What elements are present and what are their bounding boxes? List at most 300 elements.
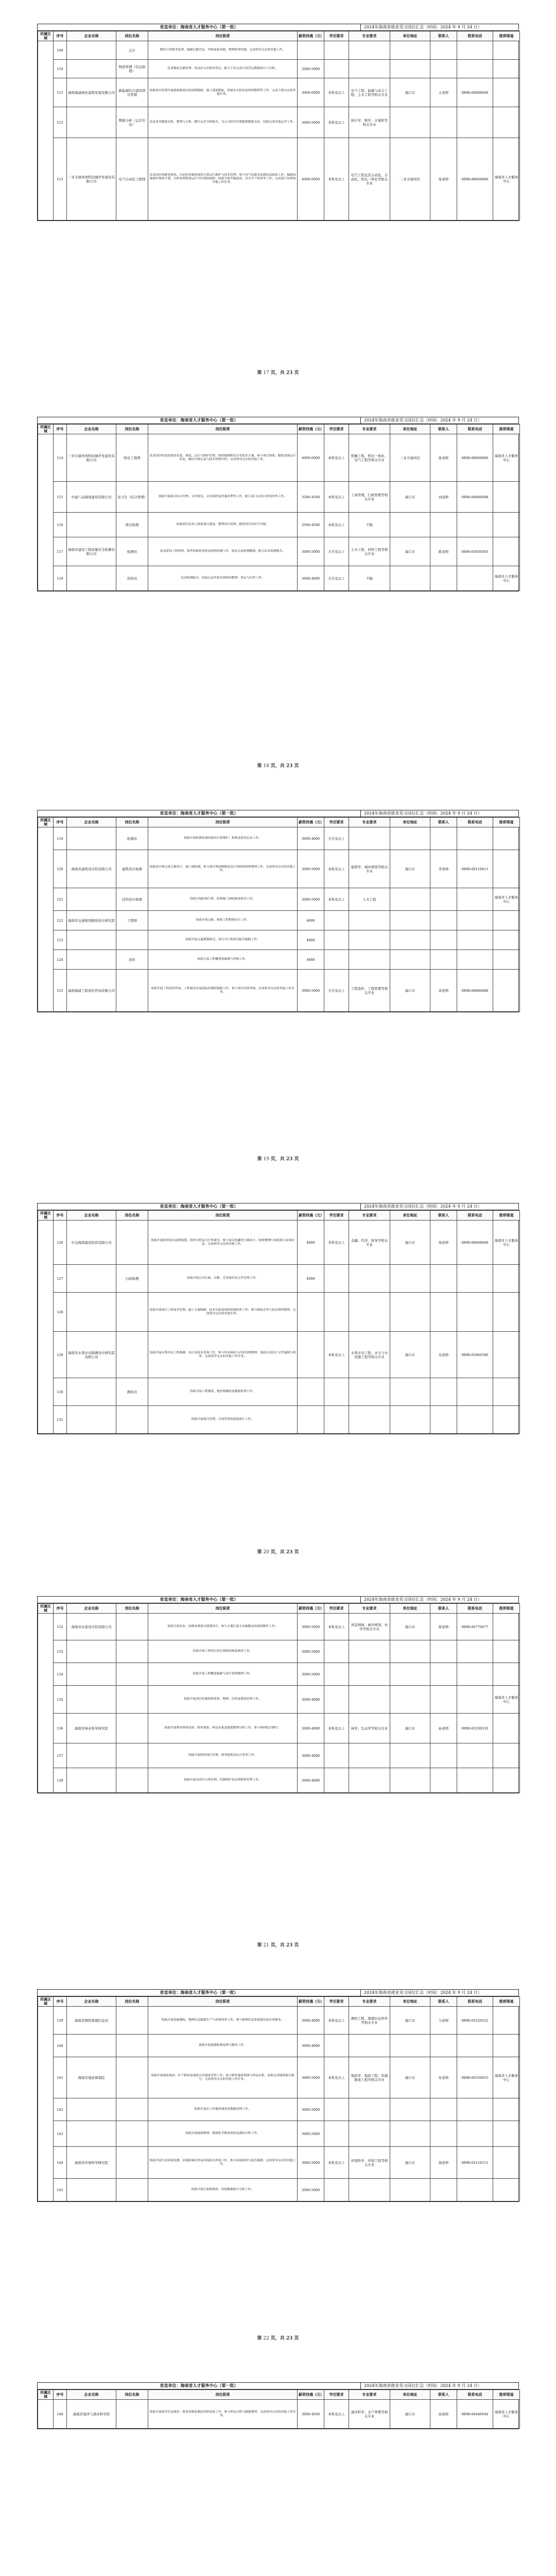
cell-company — [67, 1640, 116, 1663]
cell-contact — [430, 1743, 457, 1768]
cell-post — [116, 1221, 148, 1265]
cell-channel: 海南省人才服务中心 — [493, 138, 520, 221]
cell-channel — [493, 850, 520, 888]
cell-phone: 0898-66116611 — [457, 850, 493, 888]
cell-edu — [324, 1378, 349, 1406]
cell-phone: 0898-65116511 — [457, 2147, 493, 2179]
cell-major — [349, 60, 390, 78]
cell-duty: 协助开展实验室日常管理、仪器维护及试剂耗材管理工作。 — [148, 1768, 298, 1793]
cell-salary: 3000-4000 — [298, 1686, 324, 1714]
cell-salary: 4000 — [298, 1265, 324, 1293]
cell-edu: 本科及以上 — [324, 1221, 349, 1265]
column-header: 学历要求 — [324, 2390, 349, 2400]
cell-edu — [324, 930, 349, 950]
column-header: 推荐渠道 — [493, 818, 520, 827]
table-row — [38, 537, 520, 566]
cell-duty: 协助开展公司行政、后勤、会务接待及文件管理工作。 — [148, 1265, 298, 1293]
cell-duty: 协助开展基础测绘、地理信息数据生产与质量检查工作，参与地理信息系统建设及应用服务。 — [148, 2007, 298, 2035]
cell-contact — [430, 930, 457, 950]
cell-salary: 3000-4000 — [298, 566, 324, 591]
cell-salary: 3000-5000 — [298, 2179, 324, 2201]
cell-contact: 王老师 — [430, 78, 457, 107]
recruitment-table — [38, 817, 520, 1012]
column-header: 企业名称 — [67, 425, 116, 434]
cell-major: 建筑学、城乡规划等相关专业 — [349, 850, 390, 888]
cell-seq: 127 — [54, 1265, 67, 1293]
cell-contact: 李老师 — [430, 850, 457, 888]
cell-edu — [324, 41, 349, 60]
recruitment-table — [38, 1996, 520, 2201]
cell-address — [390, 2179, 430, 2201]
table-row — [38, 566, 520, 591]
cell-address — [390, 41, 430, 60]
cell-salary: 3000-4000 — [298, 1714, 324, 1743]
cell-address — [390, 1743, 430, 1768]
cell-duty: 协助开展工程概算编制与设计资料整理工作。 — [148, 1663, 298, 1686]
header-date: 2024年海南省就业见习岗位汇总（时间：2024 年 9 月 24 日） — [360, 1597, 518, 1603]
cell-salary: 3000-4000 — [298, 1768, 324, 1793]
cell-channel — [493, 930, 520, 950]
cell-company — [67, 1265, 116, 1293]
region-cell — [38, 2400, 54, 2429]
cell-edu: 本科及以上 — [324, 888, 349, 911]
column-header: 所属区域 — [38, 425, 54, 434]
cell-edu: 本科及以上 — [324, 1332, 349, 1378]
cell-edu: 本科及以上 — [324, 2400, 349, 2429]
cell-seq: 118 — [54, 566, 67, 591]
cell-contact — [430, 1686, 457, 1714]
cell-phone: 0898-68886888 — [457, 970, 493, 1012]
cell-edu: 本科及以上 — [324, 2007, 349, 2035]
cell-contact: 马老师 — [430, 2007, 457, 2035]
cell-contact: 郑老师 — [430, 1614, 457, 1640]
column-header: 企业名称 — [67, 31, 116, 41]
header-date: 2024年海南省就业见习岗位汇总（时间：2024 年 9 月 24 日） — [360, 810, 518, 817]
page-21 — [0, 1572, 556, 1965]
cell-seq: 136 — [54, 1714, 67, 1743]
cell-duty: 协助开展地球物理、地球化学勘查及样品测试分析工作。 — [148, 2121, 298, 2147]
cell-contact — [430, 107, 457, 138]
cell-channel — [493, 2098, 520, 2121]
cell-phone — [457, 1293, 493, 1332]
cell-post — [116, 1743, 148, 1768]
cell-duty: 协助开展地质调查、矿产勘查及地质灾害调查评价工作；参与野外地质填图与样品采集，协助完成地质报告编写，完成领导交办的其他工作任务。 — [148, 2057, 298, 2098]
column-header: 推荐渠道 — [493, 2390, 520, 2400]
cell-post — [116, 1768, 148, 1793]
cell-contact: 张老师 — [430, 434, 457, 482]
page-footer — [0, 762, 556, 769]
column-header: 联系人 — [430, 818, 457, 827]
cell-contact — [430, 1406, 457, 1434]
cell-phone: 0898-88668866 — [457, 138, 493, 221]
cell-major: 土木工程、材料工程等相关专业 — [349, 537, 390, 566]
table-row — [38, 78, 520, 107]
recruitment-table — [38, 1210, 520, 1434]
recruitment-table — [38, 1603, 520, 1793]
sheet-header — [38, 1990, 518, 1996]
cell-seq: 124 — [54, 950, 67, 970]
cell-seq: 111 — [54, 78, 67, 107]
cell-seq: 142 — [54, 2098, 67, 2121]
cell-salary: 3000-5000 — [298, 1663, 324, 1686]
footer-tail: 页，共 23 页 — [270, 1157, 299, 1162]
column-header: 联系人 — [430, 31, 457, 41]
cell-edu: 本科及以上 — [324, 850, 349, 888]
cell-channel: 海南省人才服务中心 — [493, 566, 520, 591]
cell-major — [349, 1768, 390, 1793]
column-header: 岗位名称 — [116, 2390, 148, 2400]
cell-phone — [457, 2179, 493, 2201]
cell-post — [116, 1640, 148, 1663]
cell-address — [390, 1293, 430, 1332]
cell-seq: 131 — [54, 1406, 67, 1434]
cell-seq: 121 — [54, 888, 67, 911]
cell-channel — [493, 2147, 520, 2179]
cell-channel — [493, 2035, 520, 2057]
column-header: 单位地址 — [390, 1604, 430, 1614]
cell-edu: 本科及以上 — [324, 107, 349, 138]
cell-salary: 3500-4500 — [298, 482, 324, 513]
column-header: 薪资待遇（元） — [298, 1604, 324, 1614]
cell-post — [116, 1714, 148, 1743]
cell-phone — [457, 911, 493, 930]
cell-channel — [493, 2007, 520, 2035]
cell-post — [116, 2147, 148, 2179]
cell-phone: 0898-66446644 — [457, 2400, 493, 2429]
cell-address — [390, 930, 430, 950]
column-header: 专业要求 — [349, 425, 390, 434]
cell-channel — [493, 1768, 520, 1793]
cell-post: 造价 — [116, 950, 148, 970]
footer-tail: 页，共 23 页 — [270, 2336, 299, 2341]
cell-phone — [457, 41, 493, 60]
footer-tail: 页，共 23 页 — [270, 1550, 299, 1555]
cell-salary: 3000-5000 — [298, 537, 324, 566]
column-header: 所属区域 — [38, 818, 54, 827]
column-header: 单位地址 — [390, 818, 430, 827]
cell-edu: 大专及以上 — [324, 537, 349, 566]
cell-post: 检测员 — [116, 827, 148, 850]
cell-salary: 3500-4500 — [298, 513, 324, 537]
cell-channel — [493, 537, 520, 566]
cell-contact — [430, 2179, 457, 2201]
cell-company — [67, 2098, 116, 2121]
column-header: 岗位职责 — [148, 1997, 298, 2007]
cell-salary: 3000-5000 — [298, 2098, 324, 2121]
cell-address — [390, 827, 430, 850]
cell-duty: 负责园区机电设备的安装、调试、运行与维护管理，组织编制机电专业技术方案，参与项目验收；跟踪设备运行状态，做好台账记录与技术资料归档，完成领导交办的其他工作。 — [148, 434, 298, 482]
cell-phone — [457, 1686, 493, 1714]
cell-duty: 协助项目经理开展新能源项目的前期调研、施工进度跟踪、质量安全检查及资料整理等工作；完成上级交办的其他任务。 — [148, 78, 298, 107]
region-cell — [38, 434, 54, 591]
column-header: 序号 — [54, 425, 67, 434]
cell-phone: 0898-65656565 — [457, 537, 493, 566]
cell-duty: 协助开展工程项目设计图纸绘制及修改工作。 — [148, 1640, 298, 1663]
table-row — [38, 434, 520, 482]
column-header: 岗位名称 — [116, 1211, 148, 1221]
column-header: 联系电话 — [457, 818, 493, 827]
column-header: 联系人 — [430, 1211, 457, 1221]
cell-phone — [457, 1265, 493, 1293]
cell-major: 工程造价、工程管理等相关专业 — [349, 970, 390, 1012]
cell-salary: 4000 — [298, 1221, 324, 1265]
region-cell — [38, 41, 54, 221]
table-row — [38, 1714, 520, 1743]
column-header: 单位地址 — [390, 1997, 430, 2007]
cell-contact — [430, 60, 457, 78]
cell-salary: 3000-4000 — [298, 2007, 324, 2035]
region-cell — [38, 2007, 54, 2201]
cell-company: 海南省建筑设计院有限公司 — [67, 850, 116, 888]
cell-post — [116, 930, 148, 950]
column-header: 岗位名称 — [116, 31, 148, 41]
page-footer — [0, 369, 556, 376]
table-row — [38, 888, 520, 911]
table-header-row — [38, 1211, 520, 1221]
cell-company — [67, 2179, 116, 2201]
cell-duty: 协助开展水利水电工程勘测、设计及技术咨询工作，参与外业调查与内业资料整理；协助完成设计文件编制与校审，完成领导交办的其他工作任务。 — [148, 1332, 298, 1378]
cell-major: 林学、生态学等相关专业 — [349, 1714, 390, 1743]
cell-company: 三亚市崖州湾科技城开发建设有限公司 — [67, 138, 116, 221]
page-sheet — [37, 2382, 519, 2429]
cell-edu — [324, 2035, 349, 2057]
cell-salary: 4000 — [298, 930, 324, 950]
cell-contact — [430, 1663, 457, 1686]
cell-contact — [430, 2098, 457, 2121]
cell-post — [116, 1406, 148, 1434]
page-number: 21 — [263, 1943, 269, 1948]
table-row — [38, 930, 520, 950]
table-row — [38, 2121, 520, 2147]
cell-post — [116, 1614, 148, 1640]
cell-edu — [324, 911, 349, 930]
cell-edu: 本科及以上 — [324, 1714, 349, 1743]
cell-address — [390, 1768, 430, 1793]
column-header: 所属区域 — [38, 1604, 54, 1614]
cell-post — [116, 2400, 148, 2429]
cell-company: 海南省测绘地理信息局 — [67, 2007, 116, 2035]
column-header: 学历要求 — [324, 818, 349, 827]
cell-address — [390, 1686, 430, 1714]
cell-company — [67, 60, 116, 78]
cell-address — [390, 1663, 430, 1686]
table-header-row — [38, 2390, 520, 2400]
cell-duty: 协助开展工程测量、地形图测绘及数据处理工作。 — [148, 1378, 298, 1406]
cell-contact: 陈老师 — [430, 537, 457, 566]
column-header: 岗位名称 — [116, 818, 148, 827]
table-row — [38, 60, 520, 78]
table-header-row — [38, 31, 520, 41]
cell-company — [67, 1743, 116, 1768]
cell-salary: 3000-5000 — [298, 2057, 324, 2098]
column-header: 联系人 — [430, 425, 457, 434]
cell-phone: 0898-65336533 — [457, 1714, 493, 1743]
cell-duty: 负责园区供配电系统、自动化控制系统的日常运行维护与技术管理；参与电气设备安装调试及验收工作；编制设备维护保养计划，分析处理系统运行中出现的故障；协助开展节能改造、安全生产检查等工作；完成部门安排的其他工作任务。 — [148, 138, 298, 221]
cell-post — [116, 2035, 148, 2057]
cell-post — [116, 1663, 148, 1686]
cell-seq: 126 — [54, 1221, 67, 1265]
cell-address — [390, 107, 430, 138]
cell-major — [349, 1378, 390, 1406]
column-header: 岗位职责 — [148, 1211, 298, 1221]
cell-major: 不限 — [349, 513, 390, 537]
column-header: 学历要求 — [324, 1211, 349, 1221]
cell-contact — [430, 888, 457, 911]
cell-address — [390, 911, 430, 930]
cell-address: 海口市 — [390, 970, 430, 1012]
cell-seq: 122 — [54, 911, 67, 930]
cell-company — [67, 1686, 116, 1714]
cell-company — [67, 950, 116, 970]
cell-channel — [493, 1378, 520, 1406]
cell-salary: 3000-5000 — [298, 1614, 324, 1640]
sheet-header — [38, 1597, 518, 1603]
cell-channel: 海南省人才服务中心 — [493, 434, 520, 482]
column-header: 所属区域 — [38, 31, 54, 41]
cell-contact — [430, 827, 457, 850]
cell-seq: 139 — [54, 2007, 67, 2035]
cell-edu: 本科及以上 — [324, 513, 349, 537]
cell-seq: 146 — [54, 2400, 67, 2429]
cell-edu — [324, 1743, 349, 1768]
page-sheet — [37, 1596, 519, 1793]
page-sheet — [37, 810, 519, 1012]
table-row — [38, 2007, 520, 2035]
cell-channel — [493, 1332, 520, 1378]
cell-phone — [457, 2121, 493, 2147]
table-row — [38, 1293, 520, 1332]
cell-edu — [324, 60, 349, 78]
table-row — [38, 950, 520, 970]
cell-contact — [430, 1640, 457, 1663]
cell-address — [390, 888, 430, 911]
footer-tail: 页，共 23 页 — [270, 764, 299, 769]
table-row — [38, 2035, 520, 2057]
sheet-header — [38, 810, 518, 817]
cell-address: 海口市 — [390, 1221, 430, 1265]
table-header-row — [38, 425, 520, 434]
cell-edu — [324, 1640, 349, 1663]
header-title: 省直单位：海南省人才服务中心（第一批） — [160, 810, 238, 816]
table-header-row — [38, 1604, 520, 1614]
column-header: 序号 — [54, 1211, 67, 1221]
cell-company: 海南省农垦设计院有限公司 — [67, 1614, 116, 1640]
cell-company: 三亚市崖州湾科技城开发建设有限公司 — [67, 434, 116, 482]
cell-address — [390, 2121, 430, 2147]
footer-lead: 第 — [257, 1943, 262, 1948]
cell-salary: 3000-5000 — [298, 1640, 324, 1663]
column-header: 企业名称 — [67, 1604, 116, 1614]
table-header-row — [38, 1997, 520, 2007]
cell-contact — [430, 911, 457, 930]
cell-salary: 3000-5000 — [298, 888, 324, 911]
cell-post: 项目助理 — [116, 513, 148, 537]
cell-channel — [493, 513, 520, 537]
page-number: 20 — [263, 1550, 269, 1555]
cell-edu — [324, 1663, 349, 1686]
cell-address: 海口市 — [390, 2007, 430, 2035]
table-row — [38, 138, 520, 221]
column-header: 联系电话 — [457, 31, 493, 41]
cell-edu: 大专及以上 — [324, 566, 349, 591]
page-sheet — [37, 1203, 519, 1434]
cell-post — [116, 1332, 148, 1378]
cell-salary — [298, 1293, 324, 1332]
cell-contact — [430, 2121, 457, 2147]
cell-contact — [430, 950, 457, 970]
cell-seq: 125 — [54, 970, 67, 1012]
table-row — [38, 850, 520, 888]
cell-post — [116, 2121, 148, 2147]
cell-phone: 0898-66886688 — [457, 482, 493, 513]
cell-duty: 协助开展工程概预算编制与审核工作。 — [148, 950, 298, 970]
cell-salary: 3000-5000 — [298, 2121, 324, 2147]
cell-duty: 负责检测报告、原始记录等技术资料的整理、登记与归档工作。 — [148, 566, 298, 591]
cell-edu — [324, 2098, 349, 2121]
cell-salary: 3000-4000 — [298, 1743, 324, 1768]
column-header: 单位地址 — [390, 2390, 430, 2400]
cell-salary: 4000-6000 — [298, 434, 324, 482]
cell-seq: 114 — [54, 434, 67, 482]
cell-seq: 135 — [54, 1686, 67, 1714]
header-title: 省直单位：海南省人才服务中心（第一批） — [160, 24, 238, 29]
region-cell — [38, 1221, 54, 1434]
column-header: 岗位职责 — [148, 2390, 298, 2400]
cell-channel — [493, 950, 520, 970]
cell-address — [390, 1406, 430, 1434]
cell-edu — [324, 2179, 349, 2201]
cell-address: 海口市 — [390, 2147, 430, 2179]
cell-channel — [493, 1614, 520, 1640]
cell-post — [116, 2179, 148, 2201]
cell-phone — [457, 566, 493, 591]
cell-major — [349, 2098, 390, 2121]
cell-major — [349, 827, 390, 850]
table-row — [38, 1640, 520, 1663]
table-row — [38, 970, 520, 1012]
header-title: 省直单位：海南省人才服务中心（第一批） — [160, 2383, 238, 2388]
page-19 — [0, 786, 556, 1179]
table-row — [38, 1332, 520, 1378]
cell-channel — [493, 1640, 520, 1663]
page-footer — [0, 2334, 556, 2341]
cell-duty: 协助开展项目管理、合同管理及进度统计工作。 — [148, 1406, 298, 1434]
cell-edu: 本科及以上 — [324, 2057, 349, 2098]
cell-company: 海南省地质调查院 — [67, 2057, 116, 2098]
cell-address — [390, 950, 430, 970]
cell-phone — [457, 2098, 493, 2121]
cell-post: 见习生（综合管理） — [116, 482, 148, 513]
cell-channel — [493, 2179, 520, 2201]
column-header: 联系人 — [430, 1997, 457, 2007]
cell-seq: 132 — [54, 1614, 67, 1640]
cell-major: 环境科学、环境工程等相关专业 — [349, 2147, 390, 2179]
cell-edu: 本科及以上 — [324, 434, 349, 482]
cell-salary: 4000 — [298, 911, 324, 930]
column-header: 联系人 — [430, 2390, 457, 2400]
column-header: 所属区域 — [38, 1211, 54, 1221]
column-header: 岗位职责 — [148, 818, 298, 827]
table-row — [38, 1265, 520, 1293]
cell-post: 会计 — [116, 41, 148, 60]
cell-edu: 大专及以上 — [324, 827, 349, 850]
cell-duty: 协助开展污染源调查、环境数据统计分析工作。 — [148, 2179, 298, 2201]
cell-salary: 3000-5000 — [298, 970, 324, 1012]
cell-address — [390, 2098, 430, 2121]
column-header: 推荐渠道 — [493, 1211, 520, 1221]
table-row — [38, 1614, 520, 1640]
page-footer — [0, 1155, 556, 1162]
